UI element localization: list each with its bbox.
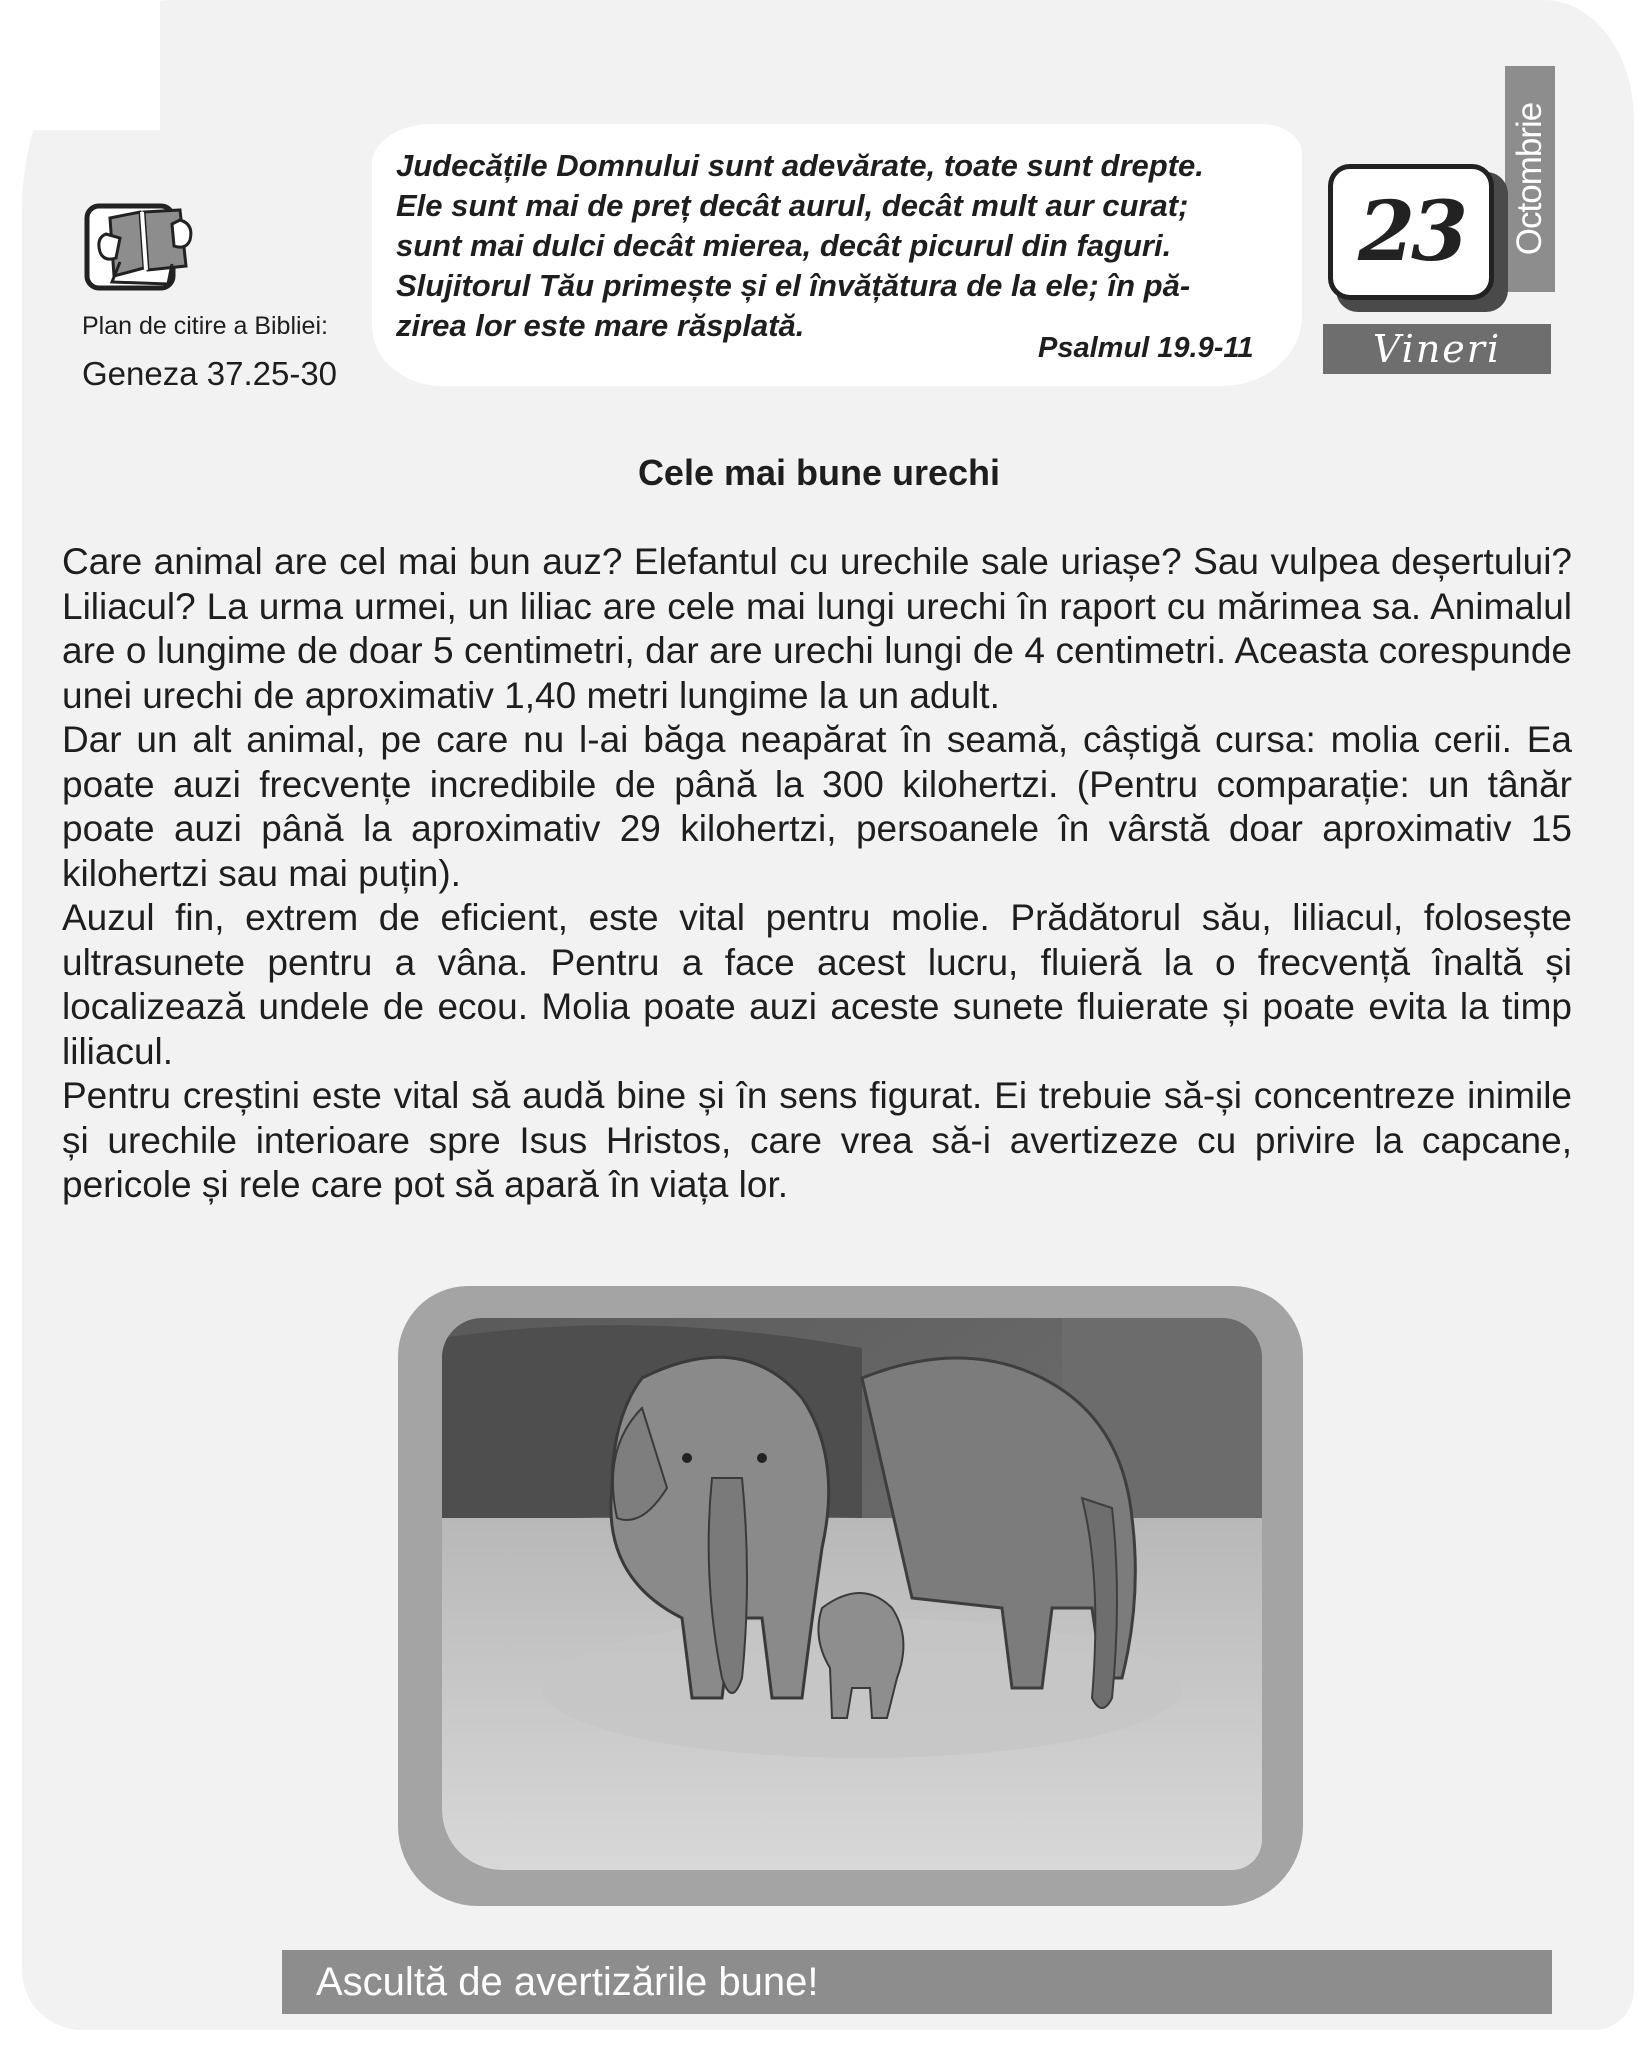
article-paragraph: Care animal are cel mai bun auz? Elefantul cu urechile sale uriașe? Sau vulpea deșertului? Liliacul? La urma urmei, un liliac are cele mai lungi urechi în raport cu mărimea sa. Animalul are o lungime de doar 5 centimetri, dar are urechi lungi de 4 centimetri. Aceasta corespunde unei urechi de aproximativ 1,40 metri lungime la un adult. bbox=[62, 541, 1572, 716]
verse-line: Slujitorul Tău primește și el învățătura de la ele; în pă- bbox=[396, 268, 1191, 303]
verse-line: Judecățile Domnului sunt adevărate, toate sunt drepte. bbox=[396, 148, 1204, 183]
article-paragraph: Pentru creștini este vital să audă bine și în sens figurat. Ei trebuie să-și concentreze inimile și urechile interioare spre Isus Hristos, care vrea să-i avertizeze cu privire la capcane, pericole și rele care pot să apară în viața lor. bbox=[62, 1075, 1572, 1205]
weekday-bar bbox=[1323, 324, 1551, 374]
weekday-label: Vineri bbox=[1372, 327, 1502, 371]
verse-reference: Psalmul 19.9-11 bbox=[1038, 332, 1254, 364]
reading-plan-label: Plan de citire a Bibliei: bbox=[82, 312, 328, 340]
article-paragraph: Auzul fin, extrem de eficient, este vital pentru molie. Prădătorul său, liliacul, folosește ultrasunete pentru a vâna. Pentru a face acest lucru, fluieră la o frecvență înaltă și localizează undele de ecou. Molia poate auzi aceste sunete fluierate și poate evita la timp liliacul. bbox=[62, 897, 1572, 1072]
verse-line: Ele sunt mai de preț decât aurul, decât mult aur curat; bbox=[396, 188, 1189, 223]
article-title: Cele mai bune urechi bbox=[637, 452, 1001, 493]
verse-line: sunt mai dulci decât mierea, decât picurul din faguri. bbox=[396, 228, 1172, 263]
month-label: Octombrie bbox=[1510, 102, 1549, 256]
verse-line: zirea lor este mare răsplată. bbox=[396, 308, 805, 343]
article-body bbox=[62, 540, 1572, 1208]
article-paragraph: Dar un alt animal, pe care nu l-ai băga neapărat în seamă, câștigă cursa: molia cerii. Ea poate auzi frecvențe incredibile de până la 300 kilohertzi. (Pentru comparație: un tânăr poate auzi până la aproximativ 29 kilohertzi, persoanele în vârstă doar aproximativ 15 kilohertzi sau mai puțin). bbox=[62, 719, 1572, 894]
footer-bar bbox=[282, 1950, 1552, 2014]
elephants-photo bbox=[442, 1318, 1262, 1870]
date-box bbox=[1328, 164, 1494, 300]
open-book-icon bbox=[82, 198, 200, 296]
footer-text: Ascultă de avertizările bune! bbox=[316, 1959, 819, 2004]
verse-text bbox=[396, 146, 1302, 346]
date-day: 23 bbox=[1357, 184, 1465, 280]
reading-plan-reference: Geneza 37.25-30 bbox=[82, 355, 338, 392]
